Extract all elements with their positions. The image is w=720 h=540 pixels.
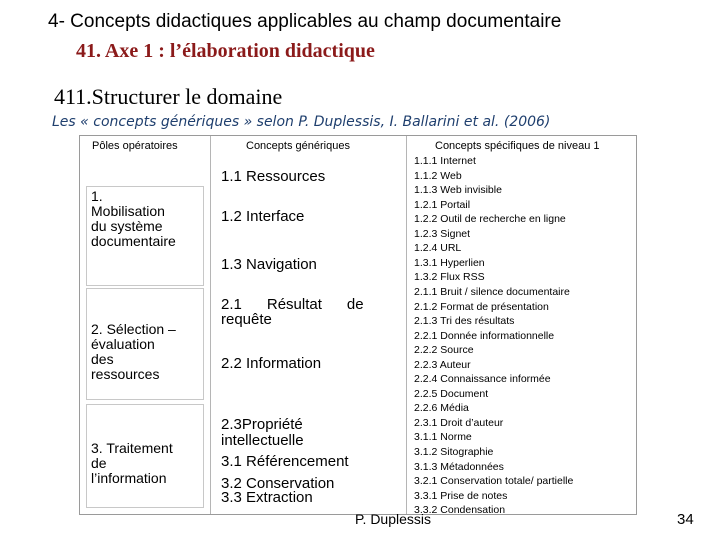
pole-line: des	[91, 351, 114, 367]
generique-2-1: 2.1 Résultat de	[221, 296, 364, 313]
generique-3-3: 3.3 Extraction	[221, 489, 313, 506]
header-generiques: Concepts génériques	[246, 140, 350, 152]
generique-2-1-continued: requête	[221, 311, 272, 328]
generique-1-3: 1.3 Navigation	[221, 256, 317, 273]
table-caption: Les « concepts génériques » selon P. Duplessis, I. Ballarini et al. (2006)	[52, 114, 551, 130]
pole-line: de	[91, 455, 107, 471]
concepts-table	[79, 135, 637, 515]
pole-line: évaluation	[91, 336, 155, 352]
generique-3-1: 3.1 Référencement	[221, 453, 349, 470]
pole-line: 3. Traitement	[91, 440, 173, 456]
slide-title: 4- Concepts didactiques applicables au champ documentaire	[48, 11, 562, 32]
specifique-item: 3.1.3 Métadonnées	[414, 460, 504, 473]
specifique-item: 2.2.5 Document	[414, 387, 489, 400]
section-heading: 411.Structurer le domaine	[54, 84, 283, 109]
header-specifiques: Concepts spécifiques de niveau 1	[435, 140, 600, 152]
specifique-item: 2.2.3 Auteur	[414, 358, 471, 371]
specifique-item: 3.3.1 Prise de notes	[414, 489, 508, 502]
page-number: 34	[677, 511, 694, 528]
pole-line: 2. Sélection –	[91, 321, 176, 337]
specifique-item: 1.2.3 Signet	[414, 227, 471, 240]
specifique-item: 1.2.1 Portail	[414, 198, 471, 211]
specifique-item: 2.3.1 Droit d’auteur	[414, 416, 504, 429]
pole-line: l’information	[91, 470, 167, 486]
specifique-item: 2.1.3 Tri des résultats	[414, 315, 515, 328]
pole-line: Mobilisation	[91, 203, 165, 219]
pole-2	[86, 288, 204, 400]
pole-3	[86, 404, 204, 508]
generique-1-2: 1.2 Interface	[221, 208, 305, 225]
specifique-item: 1.2.4 URL	[414, 242, 462, 255]
specifique-item: 3.1.2 Sitographie	[414, 446, 494, 458]
specifique-item: 2.1.1 Bruit / silence documentaire	[414, 285, 570, 298]
specifique-item: 1.1.2 Web	[414, 169, 462, 182]
column-divider	[406, 136, 407, 514]
generique-3-2: 3.2 Conservation	[221, 475, 335, 492]
generique-1-1: 1.1 Ressources	[221, 168, 326, 185]
specifique-item: 2.2.2 Source	[414, 344, 474, 357]
specifique-item: 1.3.2 Flux RSS	[414, 271, 485, 284]
pole-1	[86, 186, 204, 286]
generique-2-3: 2.3Propriété	[221, 416, 303, 433]
specifique-item: 2.2.1 Donnée informationnelle	[414, 329, 555, 342]
specifique-item: 1.2.2 Outil de recherche en ligne	[414, 213, 566, 226]
pole-line: documentaire	[91, 233, 176, 249]
specifique-item: 1.1.3 Web invisible	[414, 184, 502, 197]
column-divider	[210, 136, 211, 514]
generique-2-3-continued: intellectuelle	[221, 432, 304, 449]
specifique-item: 3.2.1 Conservation totale/ partielle	[414, 475, 574, 488]
pole-line: 1.	[91, 188, 103, 204]
pole-line: du système	[91, 218, 163, 234]
slide-subtitle: 41. Axe 1 : l’élaboration didactique	[76, 40, 375, 62]
specifique-item: 2.2.4 Connaissance informée	[414, 373, 551, 386]
pole-line: ressources	[91, 366, 160, 382]
specifique-item: 2.2.6 Média	[414, 402, 469, 415]
specifique-item: 3.1.1 Norme	[414, 431, 472, 444]
specifique-item: 1.1.1 Internet	[414, 155, 476, 167]
specifique-item: 1.3.1 Hyperlien	[414, 256, 485, 269]
generique-2-2: 2.2 Information	[221, 355, 322, 372]
specifique-item: 2.1.2 Format de présentation	[414, 300, 549, 313]
header-poles: Pôles opératoires	[92, 140, 178, 152]
specifique-item: 3.3.2 Condensation	[414, 504, 506, 517]
footer-author: P. Duplessis	[355, 511, 432, 527]
